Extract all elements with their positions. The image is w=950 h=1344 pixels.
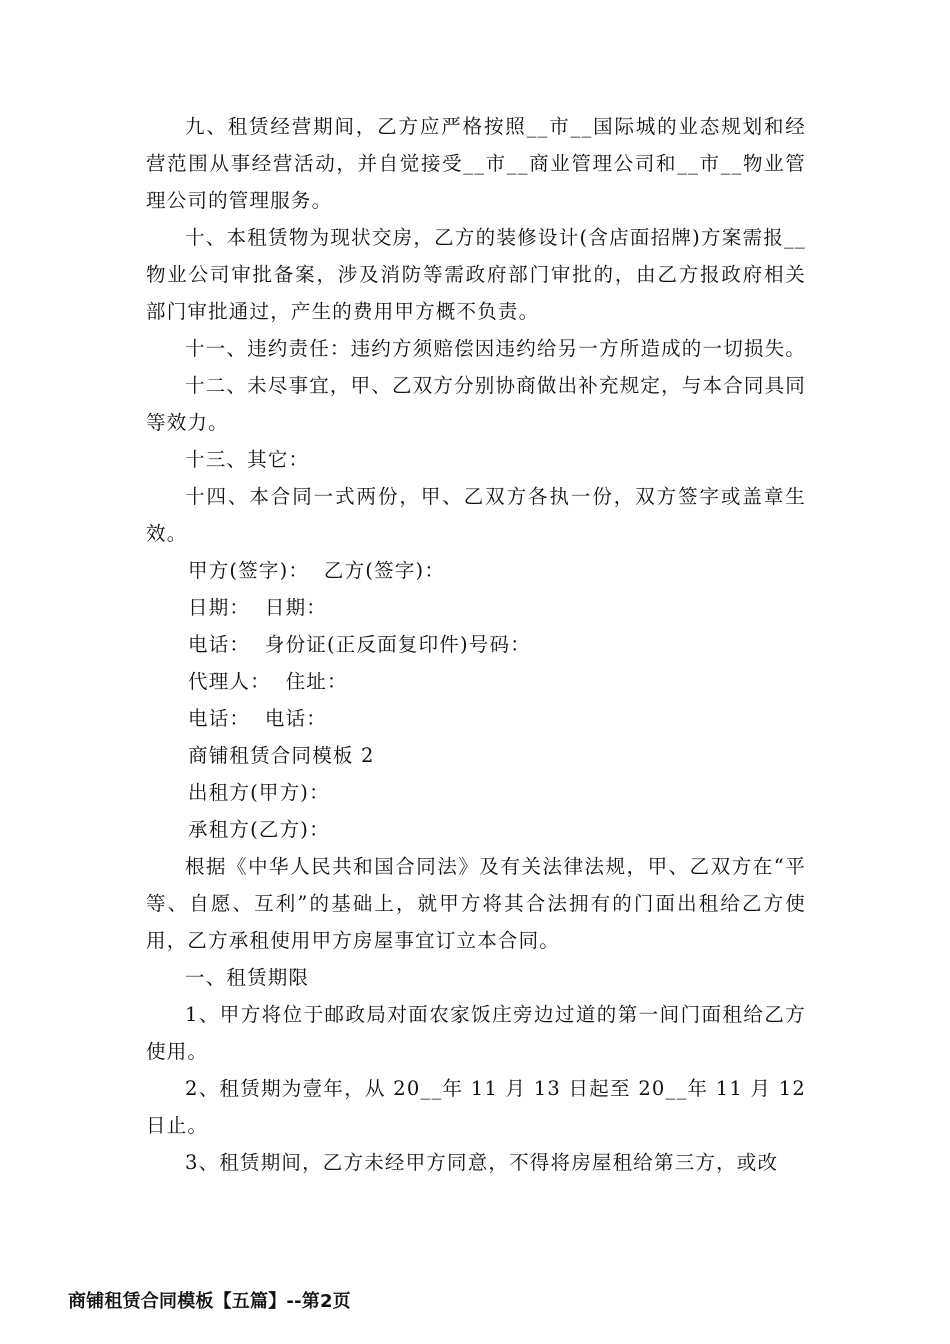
clause-13: 十三、其它：: [185, 448, 310, 471]
signature-date-line: 日期： 日期：: [188, 596, 327, 619]
lessor-line: 出租方(甲方)：: [188, 781, 330, 804]
clause-9: 九、租赁经营期间，乙方应严格按照__市__国际城的业态规划和经营范围从事经营活动，并自觉接受__市__商业管理公司和__市__物业管理公司的管理服务。: [146, 115, 806, 212]
signature-phone-line: 电话： 电话：: [188, 707, 327, 730]
lessee-line: 承租方(乙方)：: [188, 818, 330, 841]
signature-agent-address-line: 代理人： 住址：: [188, 670, 348, 693]
clause-11: 十一、违约责任：违约方须赔偿因违约给另一方所造成的一切损失。: [185, 337, 807, 360]
document-body: [146, 108, 814, 1181]
preamble-paragraph: 根据《中华人民共和国合同法》及有关法律法规，甲、乙双方在“平等、自愿、互利”的基础上，就甲方将其合法拥有的门面出租给乙方使用，乙方承租使用甲方房屋事宜订立本合同。: [146, 855, 806, 952]
signature-phone-id-line: 电话： 身份证(正反面复印件)号码：: [188, 633, 531, 656]
term-item-3: 3、租赁期间，乙方未经甲方同意，不得将房屋租给第三方，或改: [185, 1151, 779, 1174]
section-1-heading: 一、租赁期限: [185, 966, 310, 989]
clause-12: 十二、未尽事宜，甲、乙双方分别协商做出补充规定，与本合同具同等效力。: [146, 374, 807, 434]
clause-10: 十、本租赁物为现状交房，乙方的装修设计(含店面招牌)方案需报__物业公司审批备案，涉及消防等需政府部门审批的，由乙方报政府相关部门审批通过，产生的费用甲方概不负责。: [146, 226, 806, 323]
template-2-title: 商铺租赁合同模板 2: [188, 744, 375, 767]
clause-14: 十四、本合同一式两份，甲、乙双方各执一份，双方签字或盖章生效。: [146, 485, 806, 545]
term-item-1: 1、甲方将位于邮政局对面农家饭庄旁边过道的第一间门面租给乙方使用。: [146, 1003, 806, 1063]
signature-party-line: 甲方(签字)： 乙方(签字)：: [188, 559, 446, 582]
term-item-2: 2、租赁期为壹年，从 20__年 11 月 13 日起至 20__年 11 月 12 日止。: [146, 1077, 814, 1137]
page-footer: 商铺租赁合同模板【五篇】--第2页: [68, 1291, 351, 1312]
